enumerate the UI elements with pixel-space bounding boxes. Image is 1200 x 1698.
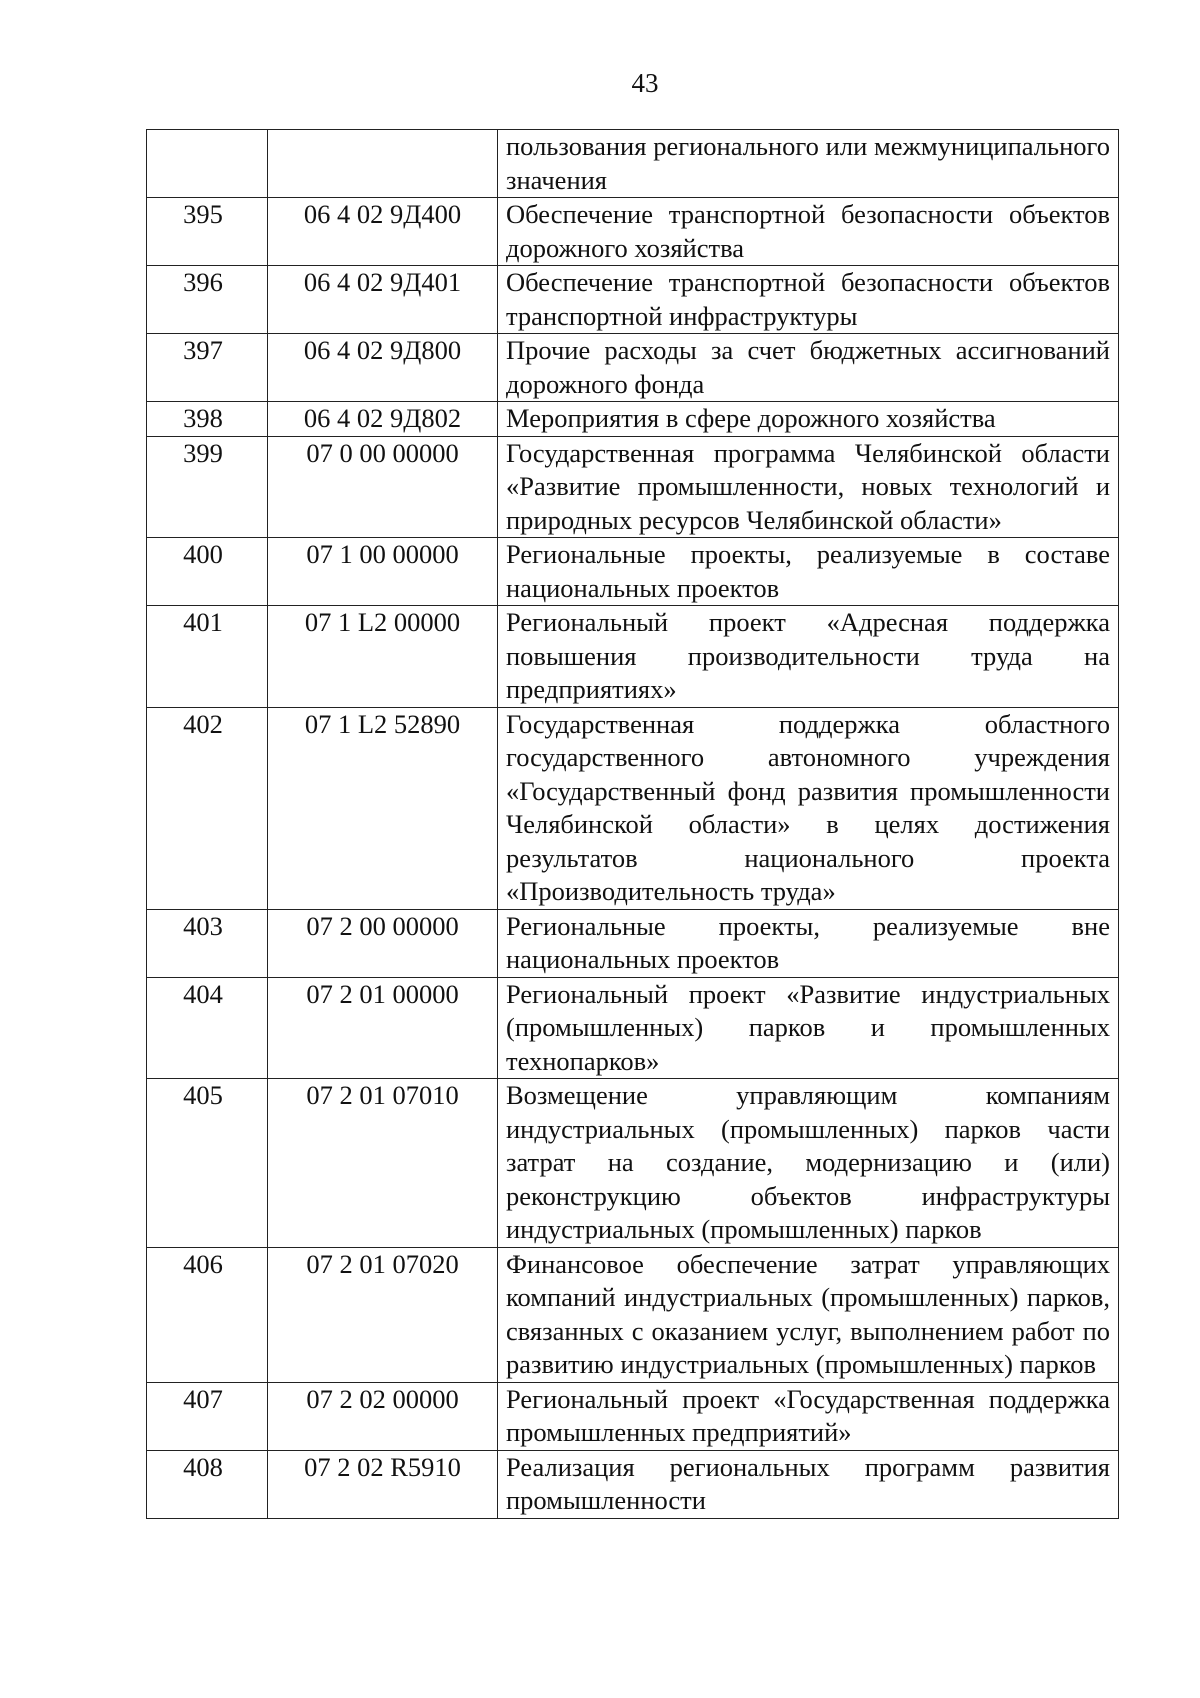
- row-description: Обеспечение транспортной безопасности объектов дорожного хозяйства: [498, 198, 1119, 266]
- row-code: 07 1 L2 00000: [268, 606, 498, 708]
- row-number: 401: [147, 606, 268, 708]
- row-code: 07 2 01 07010: [268, 1079, 498, 1248]
- table-row: [147, 402, 1119, 437]
- row-code: 07 1 00 00000: [268, 538, 498, 606]
- table-row: [147, 909, 1119, 977]
- row-description: Возмещение управляющим компаниям индустриальных (промышленных) парков части затрат на создание, модернизацию и (или) реконструкцию объектов инфраструктуры индустриальных (промышленных) парков: [498, 1079, 1119, 1248]
- row-code: 07 1 L2 52890: [268, 707, 498, 909]
- row-code: 06 4 02 9Д802: [268, 402, 498, 437]
- row-number: 395: [147, 198, 268, 266]
- row-number: 399: [147, 436, 268, 538]
- row-description: Обеспечение транспортной безопасности объектов транспортной инфраструктуры: [498, 266, 1119, 334]
- row-code: 07 2 01 00000: [268, 977, 498, 1079]
- row-code: [268, 130, 498, 198]
- row-description: Прочие расходы за счет бюджетных ассигнований дорожного фонда: [498, 334, 1119, 402]
- row-description: пользования регионального или межмуниципального значения: [498, 130, 1119, 198]
- table-row: [147, 707, 1119, 909]
- row-number: 400: [147, 538, 268, 606]
- row-description: Финансовое обеспечение затрат управляющих компаний индустриальных (промышленных) парков, связанных с оказанием услуг, выполнением работ по развитию индустриальных (промышленных) парков: [498, 1247, 1119, 1382]
- table-row: [147, 606, 1119, 708]
- row-description: Региональные проекты, реализуемые в составе национальных проектов: [498, 538, 1119, 606]
- table-row: [147, 130, 1119, 198]
- row-description: Региональный проект «Развитие индустриальных (промышленных) парков и промышленных технопарков»: [498, 977, 1119, 1079]
- row-code: 06 4 02 9Д401: [268, 266, 498, 334]
- row-number: 403: [147, 909, 268, 977]
- row-description: Региональные проекты, реализуемые вне национальных проектов: [498, 909, 1119, 977]
- row-number: 406: [147, 1247, 268, 1382]
- row-number: 402: [147, 707, 268, 909]
- table-row: [147, 1450, 1119, 1518]
- row-number: 408: [147, 1450, 268, 1518]
- row-description: Государственная поддержка областного государственного автономного учреждения «Государственный фонд развития промышленности Челябинской области» в целях достижения результатов национального проекта «Производительность труда»: [498, 707, 1119, 909]
- row-description: Государственная программа Челябинской области «Развитие промышленности, новых технологий и природных ресурсов Челябинской области»: [498, 436, 1119, 538]
- table-row: [147, 198, 1119, 266]
- row-description: Региональный проект «Государственная поддержка промышленных предприятий»: [498, 1382, 1119, 1450]
- row-code: 07 2 02 00000: [268, 1382, 498, 1450]
- row-code: 07 0 00 00000: [268, 436, 498, 538]
- row-code: 07 2 02 R5910: [268, 1450, 498, 1518]
- table-row: [147, 1079, 1119, 1248]
- row-number: 404: [147, 977, 268, 1079]
- row-number: [147, 130, 268, 198]
- row-code: 06 4 02 9Д800: [268, 334, 498, 402]
- table-row: [147, 266, 1119, 334]
- row-number: 398: [147, 402, 268, 437]
- row-description: Региональный проект «Адресная поддержка повышения производительности труда на предприятиях»: [498, 606, 1119, 708]
- row-description: Мероприятия в сфере дорожного хозяйства: [498, 402, 1119, 437]
- row-number: 396: [147, 266, 268, 334]
- page-number: 43: [631, 68, 659, 98]
- table-row: [147, 538, 1119, 606]
- budget-code-table: [146, 129, 1119, 1519]
- table-row: [147, 1382, 1119, 1450]
- row-code: 07 2 00 00000: [268, 909, 498, 977]
- row-description: Реализация региональных программ развития промышленности: [498, 1450, 1119, 1518]
- row-number: 397: [147, 334, 268, 402]
- table-row: [147, 977, 1119, 1079]
- row-code: 07 2 01 07020: [268, 1247, 498, 1382]
- row-number: 407: [147, 1382, 268, 1450]
- row-code: 06 4 02 9Д400: [268, 198, 498, 266]
- row-number: 405: [147, 1079, 268, 1248]
- table-row: [147, 1247, 1119, 1382]
- table-row: [147, 334, 1119, 402]
- table-row: [147, 436, 1119, 538]
